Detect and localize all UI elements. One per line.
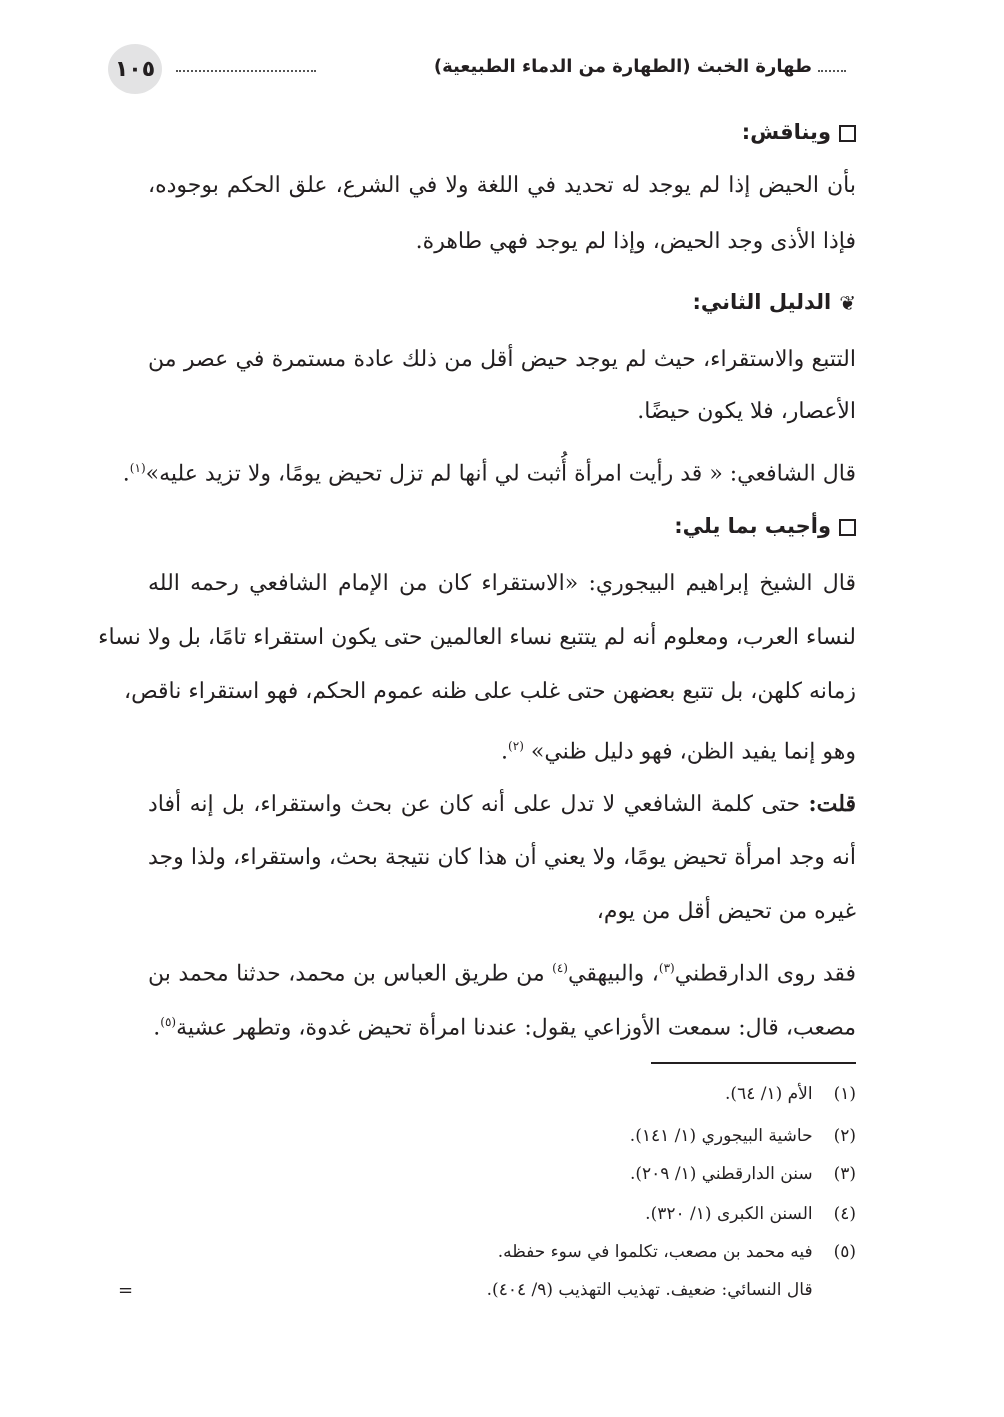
- footnote-number: (٤): [833, 1204, 856, 1224]
- footnote-number: (٥): [833, 1242, 856, 1262]
- paragraph-line: فقد روى الدارقطني$^{(٣)}$، والبيهقي$^{(٤)}$ من طريق العباس بن محمد، حدثنا محمد بن: [148, 961, 857, 987]
- checkbox-square-icon: [839, 125, 856, 142]
- footnote-ref[interactable]: (٤): [552, 961, 568, 975]
- paragraph-line: زمانه كلهن، بل تتبع بعضهن حتى غلب على ظنه عموم الحكم، فهو استقراء ناقص،: [123, 679, 856, 704]
- paragraph-line: قال الشيخ إبراهيم البيجوري: «الاستقراء كان من الإمام الشافعي رحمه الله: [148, 571, 856, 596]
- paragraph-line: الأعصار، فلا يكون حيضًا.: [637, 399, 856, 424]
- footnote-2: (٢) حاشية البيجوري (١/ ١٤١).: [136, 1122, 856, 1152]
- footnote-number: (٣): [833, 1164, 856, 1184]
- paragraph-line: التتبع والاستقراء، حيث لم يوجد حيض أقل من ذلك عادة مستمرة في عصر من: [148, 347, 856, 372]
- heading-second-evidence: ❦الدليل الثاني:: [148, 282, 856, 322]
- footnote-ref[interactable]: (٢): [508, 739, 524, 753]
- lead-word: قلت:: [808, 791, 856, 817]
- page-number: ١٠٥: [108, 44, 162, 94]
- footnote-4: (٤) السنن الكبرى (١/ ٣٢٠).: [136, 1200, 856, 1230]
- heading-answer: وأجيب بما يلي:: [148, 506, 856, 546]
- footnote-number: (٢): [833, 1126, 856, 1146]
- paragraph-line: غيره من تحيض أقل من يوم،: [596, 899, 856, 924]
- header-leader-dots: [176, 70, 316, 72]
- paragraph-line: بأن الحيض إذا لم يوجد له تحديد في اللغة ولا في الشرع، علق الحكم بوجوده،: [148, 173, 856, 198]
- footnote-separator: [651, 1062, 856, 1064]
- checkbox-square-icon: [839, 519, 856, 536]
- footnote-5-continued: قال النسائي: ضعيف. تهذيب التهذيب (٩/ ٤٠٤).: [486, 1280, 813, 1300]
- paragraph-line: مصعب، قال: سمعت الأوزاعي يقول: عندنا امرأة تحيض غدوة، وتطهر عشية$^{(٥)}$.: [153, 1015, 856, 1041]
- continuation-mark: =: [118, 1280, 134, 1301]
- quote-shafii: قال الشافعي: « قد رأيت امرأة أُثبت لي أنها لم تزل تحيض يومًا، ولا تزيد عليه»$^{(١)}$.: [122, 461, 856, 487]
- running-header: [108, 42, 846, 96]
- paragraph-line: فإذا الأذى وجد الحيض، وإذا لم يوجد فهي طاهرة.: [415, 229, 856, 254]
- footnote-number: (١): [833, 1084, 856, 1104]
- leaf-ornament-icon: ❦: [839, 291, 856, 315]
- running-title: طهارة الخبث (الطهارة من الدماء الطبيعية): [434, 52, 846, 82]
- footnote-ref[interactable]: (٥): [160, 1015, 177, 1029]
- paragraph-line: أنه وجد امرأة تحيض يومًا، ولا يعني أن هذا كان نتيجة بحث، واستقراء، ولذا وجد: [148, 845, 856, 870]
- footnote-ref[interactable]: (٣): [658, 961, 675, 975]
- footnote-ref[interactable]: (١): [129, 461, 146, 475]
- paragraph-line: لنساء العرب، ومعلوم أنه لم يتتبع نساء العالمين حتى يكون استقراء تامًا، بل ولا نساء: [98, 625, 856, 650]
- heading-discussion: ويناقش:: [148, 112, 856, 152]
- footnote-3: (٣) سنن الدارقطني (١/ ٢٠٩).: [136, 1160, 856, 1190]
- paragraph-line: قلت: حتى كلمة الشافعي لا تدل على أنه كان عن بحث واستقراء، بل إنه أفاد: [148, 791, 856, 817]
- footnote-1: (١) الأم (١/ ٦٤).: [136, 1080, 856, 1110]
- footnote-5: (٥) فيه محمد بن مصعب، تكلموا في سوء حفظه.: [136, 1238, 856, 1268]
- paragraph-line: وهو إنما يفيد الظن، فهو دليل ظني» $^{(٢)}$.: [501, 739, 856, 765]
